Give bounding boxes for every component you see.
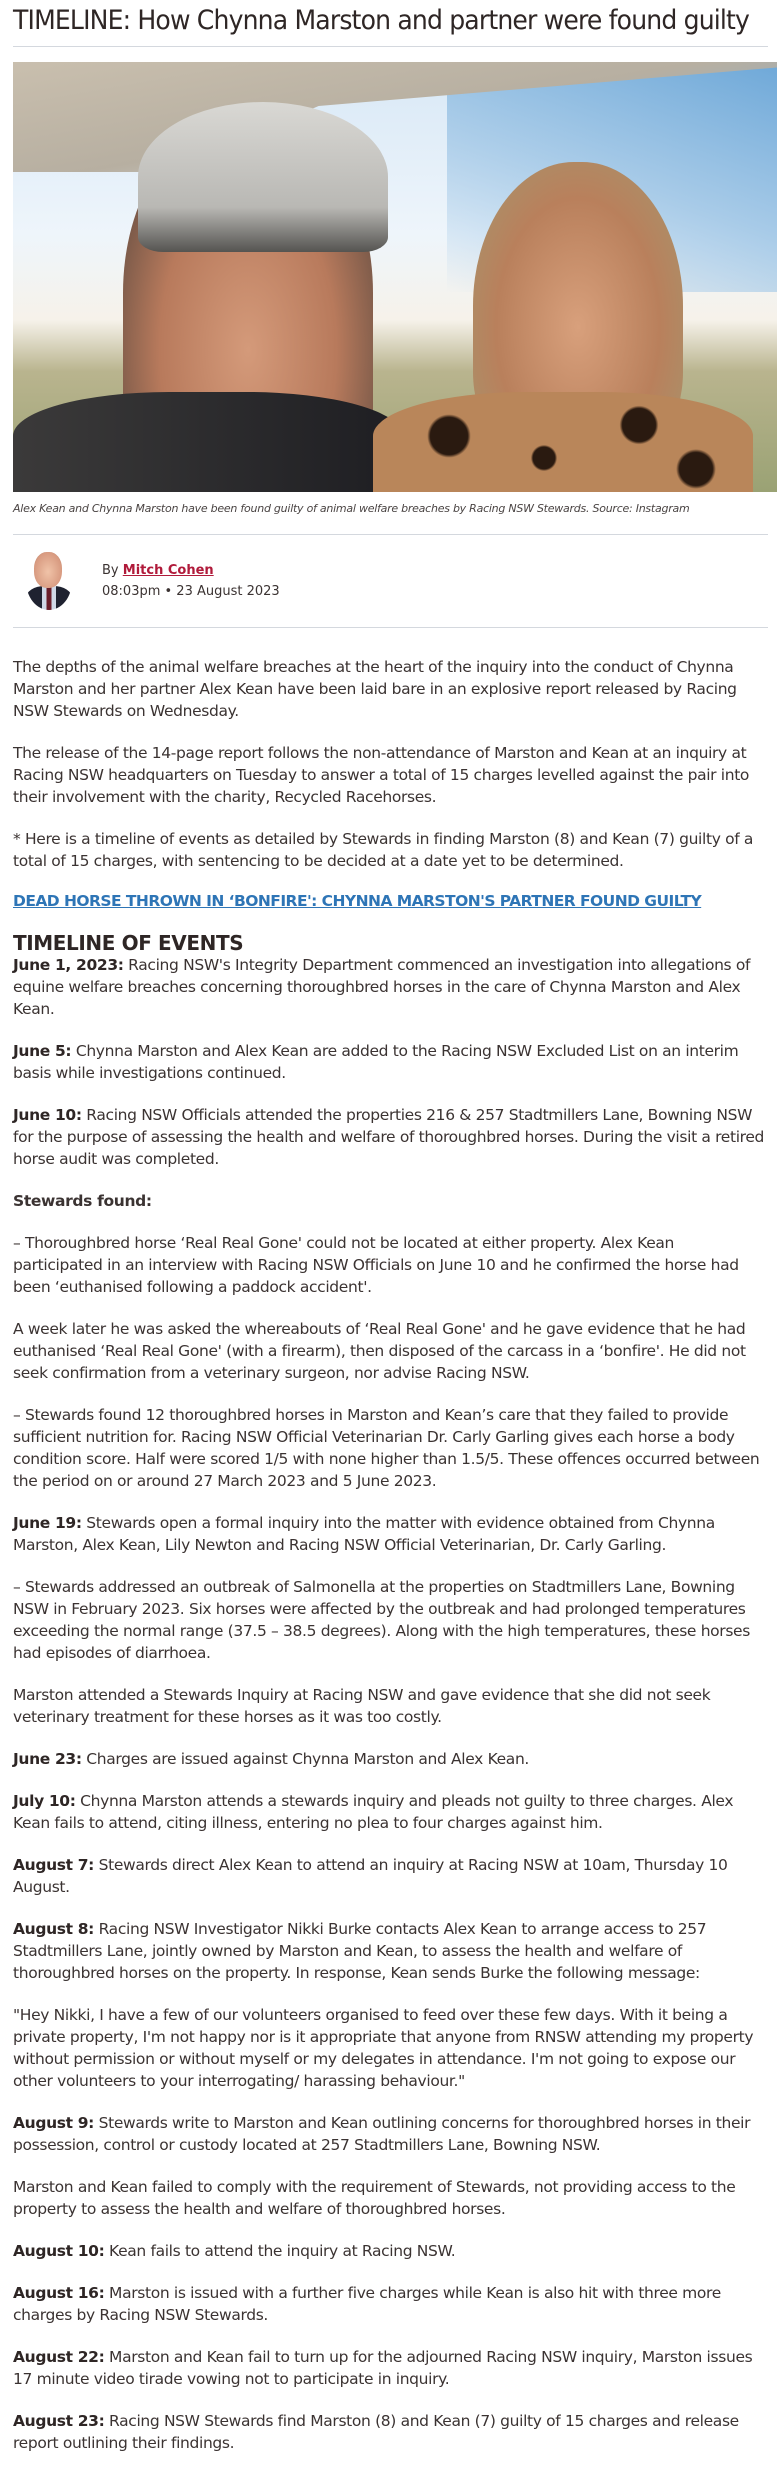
leopard-coat bbox=[373, 392, 753, 492]
timeline-date: June 10: bbox=[13, 1106, 82, 1124]
related-article-link[interactable]: DEAD HORSE THROWN IN ‘BONFIRE': CHYNNA MARSTON'S PARTNER FOUND GUILTY bbox=[13, 892, 702, 910]
timeline-entry: June 5: Chynna Marston and Alex Kean are added to the Racing NSW Excluded List on an interim basis while investigations continued. bbox=[13, 1042, 739, 1082]
publish-timestamp: 08:03pm • 23 August 2023 bbox=[102, 583, 280, 599]
timeline-entry: June 1, 2023: Racing NSW's Integrity Department commenced an investigation into allegations of equine welfare breaches concerning thoroughbred horses in the care of Chynna Marston and Alex Kean. bbox=[13, 956, 751, 1018]
cap-figure bbox=[138, 102, 388, 252]
stewards-finding: A week later he was asked the whereabouts of ‘Real Real Gone' and he gave evidence that he had euthanised ‘Real Real Gone' (with a firearm), then disposed of the carcass in a ‘bonfire'. He did not seek confirmation from a veterinary surgeon, nor advise Racing NSW. bbox=[13, 1320, 746, 1382]
stewards-finding: – Thoroughbred horse ‘Real Real Gone' could not be located at either property. Alex Kean participated in an interview with Racing NSW Officials on June 10 and he confirmed the horse had been ‘euthanised following a paddock accident'. bbox=[13, 1234, 739, 1296]
timeline-entry: August 7: Stewards direct Alex Kean to attend an inquiry at Racing NSW at 10am, Thursday 10 August. bbox=[13, 1856, 728, 1896]
timeline-heading: TIMELINE OF EVENTS bbox=[13, 931, 244, 955]
timeline-date: June 1, 2023: bbox=[13, 956, 124, 974]
timeline-entry: August 9: Stewards write to Marston and Kean outlining concerns for thoroughbred horses in their possession, control or custody located at 257 Stadtmillers Lane, Bowning NSW. bbox=[13, 2114, 751, 2154]
timeline-entry: June 19: Stewards open a formal inquiry into the matter with evidence obtained from Chynna Marston, Alex Kean, Lily Newton and Racing NSW Official Veterinarian, Dr. Carly Garling. bbox=[13, 1514, 715, 1554]
hero-image bbox=[13, 62, 777, 492]
timeline-date: August 23: bbox=[13, 2412, 105, 2430]
timeline-date: August 8: bbox=[13, 1920, 95, 1938]
timeline-date: June 5: bbox=[13, 1042, 72, 1060]
timeline-entry: August 23: Racing NSW Stewards find Marston (8) and Kean (7) guilty of 15 charges and release report outlining their findings. bbox=[13, 2412, 739, 2452]
timeline-entry: August 16: Marston is issued with a further five charges while Kean is also hit with three more charges by Racing NSW Stewards. bbox=[13, 2284, 721, 2324]
timeline-date: August 16: bbox=[13, 2284, 105, 2302]
salmonella-paragraph: Marston attended a Stewards Inquiry at Racing NSW and gave evidence that she did not seek veterinary treatment for these horses as it was too costly. bbox=[13, 1686, 711, 1726]
article-body bbox=[13, 628, 768, 2454]
timeline-entry: August 8: Racing NSW Investigator Nikki Burke contacts Alex Kean to arrange access to 257 Stadtmillers Lane, jointly owned by Marston and Kean, to assess the health and welfare of thoroughbred horses on the property. In response, Kean sends Burke the following message: bbox=[13, 1920, 707, 1982]
timeline-date: June 19: bbox=[13, 1514, 82, 1532]
byline-prefix: By bbox=[102, 562, 119, 578]
salmonella-paragraph: – Stewards addressed an outbreak of Salmonella at the properties on Stadtmillers Lane, Bowning NSW in February 2023. Six horses were affected by the outbreak and had prolonged temperatures exceeding the normal range (37.5 – 38.5 degrees). Along with the high temperatures, these horses had episodes of diarrhoea. bbox=[13, 1578, 750, 1662]
stewards-finding: – Stewards found 12 thoroughbred horses in Marston and Kean’s care that they failed to provide sufficient nutrition for. Racing NSW Official Veterinarian Dr. Carly Garling gives each horse a body condition score. Half were scored 1/5 with none higher than 1.5/5. These offences occurred between the period on or around 27 March 2023 and 5 June 2023. bbox=[13, 1406, 760, 1490]
timeline-date: July 10: bbox=[13, 1792, 76, 1810]
image-caption: Alex Kean and Chynna Marston have been found guilty of animal welfare breaches by Racing NSW Stewards. Source: Instagram bbox=[13, 502, 690, 515]
author-avatar[interactable] bbox=[26, 552, 72, 610]
timeline-entry: July 10: Chynna Marston attends a stewards inquiry and pleads not guilty to three charges. Alex Kean fails to attend, citing illness, entering no plea to four charges against him. bbox=[13, 1792, 734, 1832]
intro-paragraph: The depths of the animal welfare breaches at the heart of the inquiry into the conduct of Chynna Marston and her partner Alex Kean have been laid bare in an explosive report released by Racing NSW Stewards on Wednesday. bbox=[13, 658, 737, 720]
timeline-entry: August 22: Marston and Kean fail to turn up for the adjourned Racing NSW inquiry, Marston issues 17 minute video tirade vowing not to participate in inquiry. bbox=[13, 2348, 753, 2388]
byline bbox=[13, 535, 768, 627]
timeline-entry: June 10: Racing NSW Officials attended the properties 216 & 257 Stadtmillers Lane, Bowning NSW for the purpose of assessing the health and welfare of thoroughbred horses. During the visit a retired horse audit was completed. bbox=[13, 1106, 765, 1168]
intro-paragraph: * Here is a timeline of events as detailed by Stewards in finding Marston (8) and Kean (7) guilty of a total of 15 charges, with sentencing to be decided at a date yet to be determined. bbox=[13, 830, 754, 870]
non-compliance-paragraph: Marston and Kean failed to comply with the requirement of Stewards, not providing access to the property to assess the health and welfare of thoroughbred horses. bbox=[13, 2178, 736, 2218]
timeline-date: August 10: bbox=[13, 2242, 105, 2260]
timeline-date: August 9: bbox=[13, 2114, 95, 2132]
timeline-date: August 7: bbox=[13, 1856, 95, 1874]
stewards-found-label: Stewards found: bbox=[13, 1192, 152, 1210]
intro-paragraph: The release of the 14-page report follows the non-attendance of Marston and Kean at an inquiry at Racing NSW headquarters on Tuesday to answer a total of 15 charges levelled against the pair into their involvement with the charity, Recycled Racehorses. bbox=[13, 744, 750, 806]
timeline-date: August 22: bbox=[13, 2348, 105, 2366]
kean-quote: "Hey Nikki, I have a few of our volunteers organised to feed over these few days. With it being a private property, I'm not happy nor is it appropriate that anyone from RNSW attending my property without permission or without myself or my delegates in attendance. I'm not going to expose our other volunteers to your interrogating/ harassing behaviour." bbox=[13, 2006, 754, 2090]
timeline-date: June 23: bbox=[13, 1750, 82, 1768]
title-divider bbox=[13, 46, 768, 47]
timeline-entry: June 23: Charges are issued against Chynna Marston and Alex Kean. bbox=[13, 1750, 530, 1768]
article-title: TIMELINE: How Chynna Marston and partner were found guilty bbox=[13, 5, 750, 36]
timeline-entry: August 10: Kean fails to attend the inquiry at Racing NSW. bbox=[13, 2242, 456, 2260]
author-link[interactable]: Mitch Cohen bbox=[122, 562, 214, 578]
